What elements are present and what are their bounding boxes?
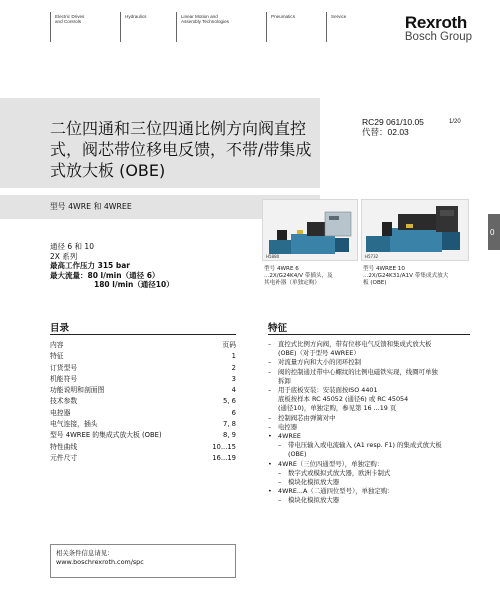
- feature-item: [268, 386, 468, 395]
- feature-item: [268, 404, 468, 413]
- feature-item: [268, 460, 468, 469]
- toc-row[interactable]: [50, 374, 236, 385]
- feature-marker: –: [278, 478, 282, 487]
- toc-row[interactable]: [50, 430, 236, 441]
- feature-marker: [268, 377, 278, 386]
- photo-right-id: H5732: [365, 254, 379, 259]
- feature-text: 4WRE...A（二通四位型号），单独定购：: [278, 487, 394, 496]
- type-line: 型号 4WRE 和 4WREE: [50, 202, 132, 211]
- feature-item: [268, 358, 468, 367]
- toc-row-page: 1: [231, 352, 236, 361]
- feature-text: (OBE)（对于型号 4WREE）: [278, 349, 360, 358]
- feature-text: 直控式比例方向阀，带有位移电气反馈和集成式放大板: [278, 340, 432, 348]
- toc-row-label: 特性曲线: [50, 442, 78, 451]
- feature-text: 4WRE（三位四通型号），单独定购：: [278, 459, 384, 468]
- feature-marker: –: [278, 496, 282, 505]
- info-link[interactable]: www.boschrexroth.com/spc: [56, 558, 144, 566]
- feature-text: 拆卸: [278, 376, 291, 385]
- feature-text: (通径10)，单独定购，参见第 16 ...19 页: [278, 404, 397, 413]
- feature-item: [268, 414, 468, 423]
- logo-sub-text: Bosch Group: [404, 31, 472, 43]
- spec-series: 2X 系列: [50, 251, 78, 261]
- document-title: 二位四通和三位四通比例方向阀直控式，阀芯带位移电反馈，不带/带集成式放大板 (OBE): [50, 119, 312, 180]
- toc-row-label: 电气连接，插头: [50, 420, 98, 429]
- feature-text: 电控器: [278, 422, 298, 431]
- nav-service[interactable]: Service: [326, 12, 366, 42]
- feature-item: [268, 441, 468, 450]
- toc-row-page: 4: [231, 386, 236, 395]
- toc-col-content: 内容: [50, 341, 64, 349]
- side-tab: [488, 214, 500, 250]
- top-nav: [50, 12, 366, 42]
- feature-text: 4WREE: [278, 432, 301, 441]
- toc-row-label: 技术参数: [50, 397, 78, 406]
- feature-item: [268, 340, 468, 349]
- toc-row-label: 功能说明和剖面图: [50, 386, 105, 395]
- toc-row[interactable]: [50, 453, 236, 464]
- feature-marker: [268, 395, 278, 404]
- feature-marker: [268, 349, 278, 358]
- spec-list: [50, 242, 174, 290]
- rexroth-logo: [405, 14, 472, 44]
- feature-item: [268, 450, 468, 459]
- toc-rule: [50, 334, 236, 335]
- spec-size: 通径 6 和 10: [50, 242, 94, 251]
- toc-row-label: 型号 4WREE 的集成式放大板 (OBE): [50, 431, 162, 440]
- feature-marker: –: [278, 468, 282, 477]
- feature-marker: –: [278, 441, 282, 450]
- feature-marker: –: [268, 367, 272, 376]
- feature-item: [268, 368, 468, 377]
- feature-marker: –: [268, 422, 272, 431]
- feature-item: [268, 432, 468, 441]
- feature-marker: –: [268, 358, 272, 367]
- toc-row-label: 订货型号: [50, 363, 78, 372]
- toc-row-page: 8, 9: [223, 431, 236, 440]
- feature-marker: •: [268, 459, 272, 468]
- feature-item: [268, 377, 468, 386]
- toc-header-row: [50, 340, 236, 351]
- toc-row[interactable]: [50, 396, 236, 407]
- toc-row-page: 3: [231, 374, 236, 383]
- nav-linear-motion[interactable]: Linear Motion and Assembly Technologies: [176, 12, 266, 42]
- feature-marker: –: [268, 413, 272, 422]
- valve-image-right: [362, 200, 470, 262]
- photo-left-id: H5880: [266, 254, 280, 259]
- nav-hydraulics[interactable]: Hydraulics: [120, 12, 176, 42]
- toc-row-label: 特征: [50, 352, 64, 361]
- spec-flow: 最大流量：80 l/min（通径 6）: [50, 270, 160, 280]
- photo-right-caption-3: 板 (OBE): [363, 280, 387, 286]
- photo-right-caption-2: ...2X/G24K31/A1V 带集成式放大: [363, 273, 449, 279]
- toc-row-page: 16...19: [212, 453, 236, 462]
- feature-marker: [278, 450, 288, 459]
- spec-pressure: 最高工作压力 315 bar: [50, 261, 131, 270]
- toc-row-page: 10...15: [212, 442, 236, 451]
- spec-flow-2: 180 l/min（通径10）: [94, 280, 174, 289]
- feature-text: 阀的控制通过带中心螺纹的比例电磁铁实现，线圈可单独: [278, 367, 438, 376]
- toc-row[interactable]: [50, 408, 236, 419]
- feature-item: [268, 469, 468, 478]
- toc-row[interactable]: [50, 351, 236, 362]
- feature-text: 控制阀芯由弹簧对中: [278, 413, 336, 422]
- toc-row-page: 2: [231, 363, 236, 372]
- feature-item: [268, 478, 468, 487]
- photo-4wree10: [361, 199, 469, 261]
- feature-text: 模块化模拟放大器: [288, 478, 340, 487]
- feature-text: 用于底板安装：安装面按ISO 4401: [278, 386, 378, 395]
- document-code: RC29 061/10.05: [362, 117, 424, 127]
- info-label: 相关条件信息请见：: [56, 549, 114, 557]
- nav-pneumatics[interactable]: Pneumatics: [266, 12, 326, 42]
- feature-marker: •: [268, 432, 272, 441]
- logo-main-text: Rexroth: [404, 13, 468, 32]
- toc-row[interactable]: [50, 385, 236, 396]
- toc-row-page: 6: [231, 408, 236, 417]
- photo-right-caption: [363, 266, 448, 287]
- photo-right-caption-1: 型号 4WREE 10: [363, 266, 405, 272]
- features-list: [268, 340, 468, 506]
- toc-row-label: 元件尺寸: [50, 453, 78, 462]
- toc-row[interactable]: [50, 363, 236, 374]
- feature-marker: –: [268, 386, 272, 395]
- toc-heading: 目录: [50, 323, 70, 334]
- features-rule: [268, 334, 470, 335]
- toc-row-label: 电控器: [50, 408, 71, 417]
- page-count: 1/20: [449, 119, 461, 125]
- features-heading: 特征: [268, 323, 288, 334]
- feature-text: 模块化模拟放大器: [288, 496, 340, 505]
- feature-text: 对流量方向和大小的闭环控制: [278, 358, 362, 367]
- toc-row-page: 7, 8: [223, 420, 236, 429]
- photo-left-caption-2: ...2X/G24K4/V 带插头，及: [264, 273, 333, 279]
- feature-marker: •: [268, 487, 272, 496]
- document-replaces: 代替：02.03: [362, 127, 409, 137]
- photo-left-caption: [264, 266, 333, 287]
- feature-text: 数字式或模拟式放大器，欧洲卡制式: [288, 468, 391, 477]
- toc-row-label: 机能符号: [50, 374, 78, 383]
- feature-item: [268, 496, 468, 505]
- feature-item: [268, 423, 468, 432]
- toc-col-page: 页码: [222, 341, 236, 349]
- feature-text: 带电压输入或电流输入 (A1 resp. F1) 的集成式放大板: [288, 441, 442, 450]
- toc-row[interactable]: [50, 419, 236, 430]
- info-box: [50, 544, 236, 578]
- feature-marker: –: [268, 340, 272, 348]
- document-info: [362, 117, 424, 137]
- feature-marker: [268, 404, 278, 413]
- feature-text: (OBE): [288, 450, 307, 459]
- photo-left-caption-1: 型号 4WRE 6: [264, 266, 299, 272]
- toc-row[interactable]: [50, 442, 236, 453]
- nav-electric-drives[interactable]: Electric Drives and Controls: [50, 12, 120, 42]
- valve-image-left: [263, 200, 359, 262]
- table-of-contents: [50, 340, 236, 464]
- photo-4wre6: [262, 199, 358, 261]
- toc-row-page: 5, 6: [223, 397, 236, 406]
- feature-text: 底板按样本 RC 45052 (通径6) 或 RC 45054: [278, 395, 409, 404]
- side-tab-label: 0: [490, 228, 495, 237]
- photo-left-caption-3: 其电补器（单独定购）: [264, 280, 320, 286]
